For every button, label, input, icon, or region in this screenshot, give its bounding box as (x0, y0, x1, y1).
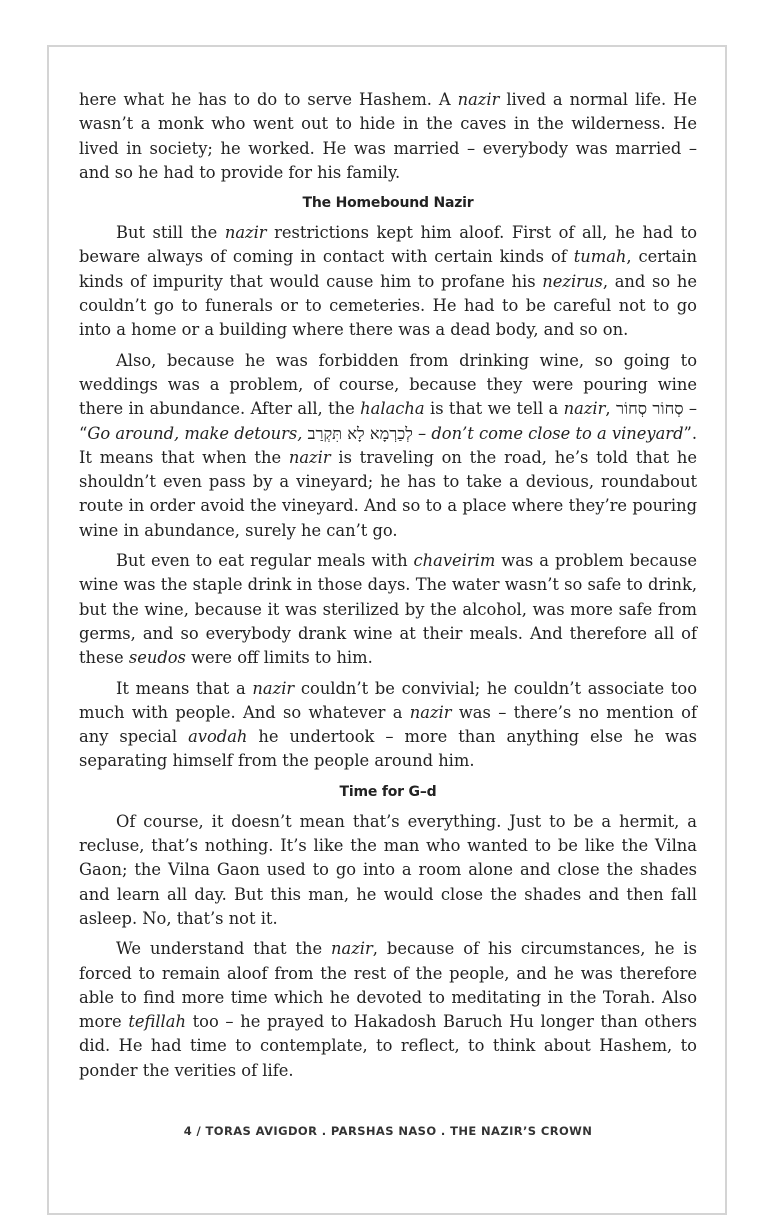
italic-text: tefillah (128, 1012, 186, 1032)
italic-text: nazir (457, 90, 500, 109)
text-run: ”. It means that when the (79, 423, 698, 467)
text-run: was – there’s no mention of any special (79, 702, 697, 747)
body-paragraph (79, 88, 697, 185)
page-footer: 4 / TORAS AVIGDOR . PARSHAS NASO . THE NAZIR’S CROWN (183, 1124, 593, 1138)
italic-text: Go around, make detours, (87, 423, 308, 443)
body-paragraph (79, 937, 697, 1083)
body-paragraph (79, 549, 697, 670)
text-run: Also, because he was forbidden from drinking wine, so going to weddings was a problem, of course, because they were pouring wine there in abundance. After all, the (79, 350, 697, 419)
body-paragraph (79, 677, 697, 774)
section-heading: The Homebound Nazir (302, 195, 474, 212)
text-run: It means that a (116, 678, 253, 698)
italic-text: avodah (188, 727, 248, 747)
italic-text: nazir (288, 447, 331, 467)
text-run: is that we tell a (424, 399, 564, 419)
italic-text: seudos (128, 648, 186, 668)
text-run: restrictions kept him aloof. First of all, he had to beware always of coming in contact with certain kinds of (79, 223, 698, 267)
text-run: , and so he couldn’t go to funerals or to cemeteries. He had to be careful not to go into a home or a building where there was a dead body, and so on. (79, 271, 697, 340)
hebrew-text: לְכַרְמָא לָא תִּקְרַב (307, 423, 413, 443)
italic-text: nazir (331, 939, 373, 959)
text-run: lived a normal life. He wasn’t a monk who went out to hide in the caves in the wilderness. He lived in society; he worked. He was married – everybody was married – and so he had to provide for his family. (79, 90, 697, 182)
text-run: Of course, it doesn’t mean that’s everything. Just to be a hermit, a recluse, that’s nothing. It’s like the man who wanted to be like the Vilna Gaon; the Vilna Gaon used to go into a room alone and close the shades and learn all day. But this man, he would close the shades and then fall asleep. No, that’s not it. (79, 811, 697, 928)
italic-text: nazir (563, 399, 606, 419)
text-run: he undertook – more than anything else he was separating himself from the people around him. (79, 727, 697, 771)
text-run: couldn’t be convivial; he couldn’t associate too much with people. And so whatever a (79, 678, 697, 722)
text-run: is traveling on the road, he’s told that he shouldn’t even pass by a vineyard; he has to take a devious, roundabout route in order avoid the vineyard. And so to a place where they’re pouring wine in abundance, surely he can’t go. (79, 447, 697, 540)
text-run: But even to eat regular meals with (116, 551, 414, 571)
text-run: , certain kinds of impurity that would cause him to profane his (79, 247, 697, 291)
document-body (79, 88, 697, 1089)
italic-text: nazir (252, 678, 295, 698)
text-run: here what he has to do to serve Hashem. A (79, 90, 458, 109)
text-run: , because of his circumstances, he is forced to remain aloof from the rest of the people, and he was therefore able to find more time which he devoted to meditating in the Torah. Also more (79, 939, 697, 1032)
text-run: too – he prayed to Hakadosh Baruch Hu longer than others did. He had time to contemplate, to reflect, to think about Hashem, to ponder the verities of life. (79, 1012, 697, 1080)
italic-text: – don’t come close to a vineyard (412, 423, 684, 443)
section-heading: Time for G–d (339, 783, 437, 800)
italic-text: nazir (224, 223, 267, 243)
text-run: But still the (116, 223, 225, 243)
text-run: were off limits to him. (185, 648, 373, 668)
italic-text: chaveirim (413, 551, 496, 571)
text-run: We understand that the (116, 939, 332, 959)
body-paragraph (79, 810, 697, 931)
hebrew-text: סְחוֹר סְחוֹר (615, 399, 684, 419)
italic-text: nazir (409, 702, 452, 722)
text-run: , (605, 399, 616, 419)
italic-text: tumah (573, 247, 627, 267)
text-run: – “ (79, 399, 698, 443)
text-run: was a problem because wine was the staple drink in those days. The water wasn’t so safe to drink, but the wine, because it was sterilized by the alcohol, was more safe from germs, and so everybody drank wine at their meals. And therefore all of these (79, 551, 697, 668)
body-paragraph (79, 221, 697, 342)
italic-text: nezirus (542, 271, 603, 291)
italic-text: halacha (360, 399, 425, 419)
body-paragraph (79, 349, 697, 543)
